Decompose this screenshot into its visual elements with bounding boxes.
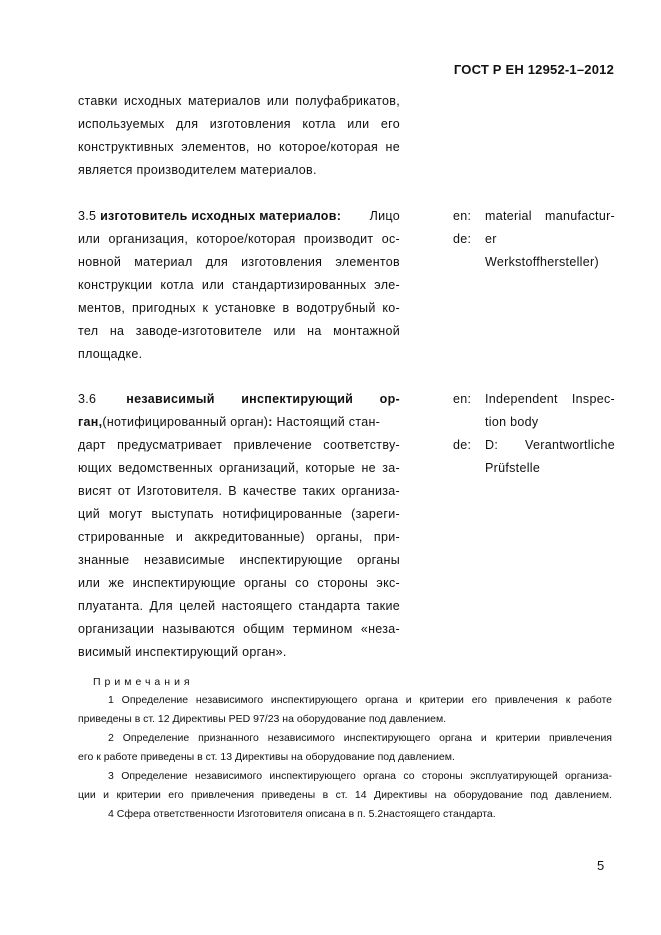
section-3-6-heading: [78, 388, 400, 411]
translation-row: [453, 434, 615, 457]
term-name: изготовитель исходных материалов:: [100, 209, 342, 223]
term-name-cont: ган,: [78, 415, 103, 429]
note-line: 2 Определение признанного независимого инспектирующего органа и критерии привлечения: [108, 732, 612, 744]
definition-line: стрированные и аккредитованные) органы, при-: [78, 530, 400, 544]
definition-line: плуатанта. Для целей настоящего стандарта такие: [78, 599, 400, 613]
translation-term: Prüfstelle: [485, 461, 541, 475]
document-header: ГОСТ Р ЕН 12952-1–2012: [453, 62, 614, 77]
translation-term: er: [485, 232, 497, 246]
definition-line: ющих ведомственных организаций, которые не за-: [78, 461, 400, 475]
definition-line: знанные независимые инспектирующие органы: [78, 553, 400, 567]
translation-term: material manufactur-: [485, 209, 615, 223]
intro-line: является производителем материалов.: [78, 163, 317, 177]
translation-row: [453, 457, 615, 480]
translation-row: [453, 205, 615, 228]
section-number: 3.5: [78, 209, 97, 223]
notes-heading: [93, 673, 627, 692]
definition-line: дарт предусматривает привлечение соответству-: [78, 438, 400, 452]
notes-heading-text: Примечания: [93, 676, 194, 688]
intro-line: конструктивных элементов, но которое/которая не: [78, 140, 400, 154]
definition-line: или организация, которое/которая производит ос-: [78, 232, 400, 246]
note-line: 1 Определение независимого инспектирующего органа и критерии его привлечения к работе: [108, 694, 612, 706]
definition-line: новной материал для изготовления элементов: [78, 255, 400, 269]
translation-term: Independent Inspec-: [485, 392, 615, 406]
translation-term: Werkstoffhersteller): [485, 255, 599, 269]
term-parenthetical: (нотифицированный орган): [102, 415, 269, 429]
definition-line: висимый инспектирующий орган».: [78, 645, 287, 659]
definition-line: ций могут выступать нотифицированные (зареги-: [78, 507, 400, 521]
translation-row: [453, 251, 615, 274]
translation-term: D: Verantwortliche: [485, 438, 615, 452]
definition-line: конструкции котла или стандартизированных эле-: [78, 278, 400, 292]
lang-code: en:: [453, 209, 472, 223]
section-3-6-heading-cont: [78, 411, 400, 434]
note-line: его к работе приведены в ст. 13 Директивы на оборудование под давлением.: [78, 751, 455, 763]
intro-line: используемых для изготовления котла или его: [78, 117, 400, 131]
definition-line: ментов, пригодных к установке в водотрубный ко-: [78, 301, 400, 315]
note-line: 3 Определение независимого инспектирующего органа со стороны эксплуатирующей организа-: [108, 770, 612, 782]
section-3-5-heading: [78, 205, 400, 228]
section-text: Лицо: [369, 209, 400, 223]
lang-code: de:: [453, 438, 472, 452]
translation-term: tion body: [485, 415, 539, 429]
translation-row: [453, 228, 615, 251]
definition-line: тел на заводе-изготовителе или на монтажной: [78, 324, 400, 338]
section-number: 3.6: [78, 392, 97, 406]
intro-line: ставки исходных материалов или полуфабрикатов,: [78, 94, 400, 108]
definition-line: площадке.: [78, 347, 143, 361]
translation-row: [453, 388, 615, 411]
definition-line: или же инспектирующие органы со стороны экс-: [78, 576, 400, 590]
term-name: независимый инспектирующий ор-: [126, 392, 400, 406]
note-line: приведены в ст. 12 Директивы PED 97/23 на оборудование под давлением.: [78, 713, 447, 725]
lang-code: de:: [453, 232, 472, 246]
translation-row: [453, 411, 615, 434]
note-line: 4 Сфера ответственности Изготовителя описана в п. 5.2настоящего стандарта.: [108, 808, 496, 820]
page-number: 5: [597, 858, 605, 873]
note-line: ции и критерии его привлечения приведены в ст. 14 Директивы на оборудование под давлением.: [78, 789, 612, 801]
lang-code: en:: [453, 392, 472, 406]
definition-line: висят от Изготовителя. В качестве таких организа-: [78, 484, 400, 498]
term-colon: :: [268, 415, 273, 429]
section-text: Настоящий стан-: [272, 415, 381, 429]
definition-line: организации называются общим термином «неза-: [78, 622, 400, 636]
